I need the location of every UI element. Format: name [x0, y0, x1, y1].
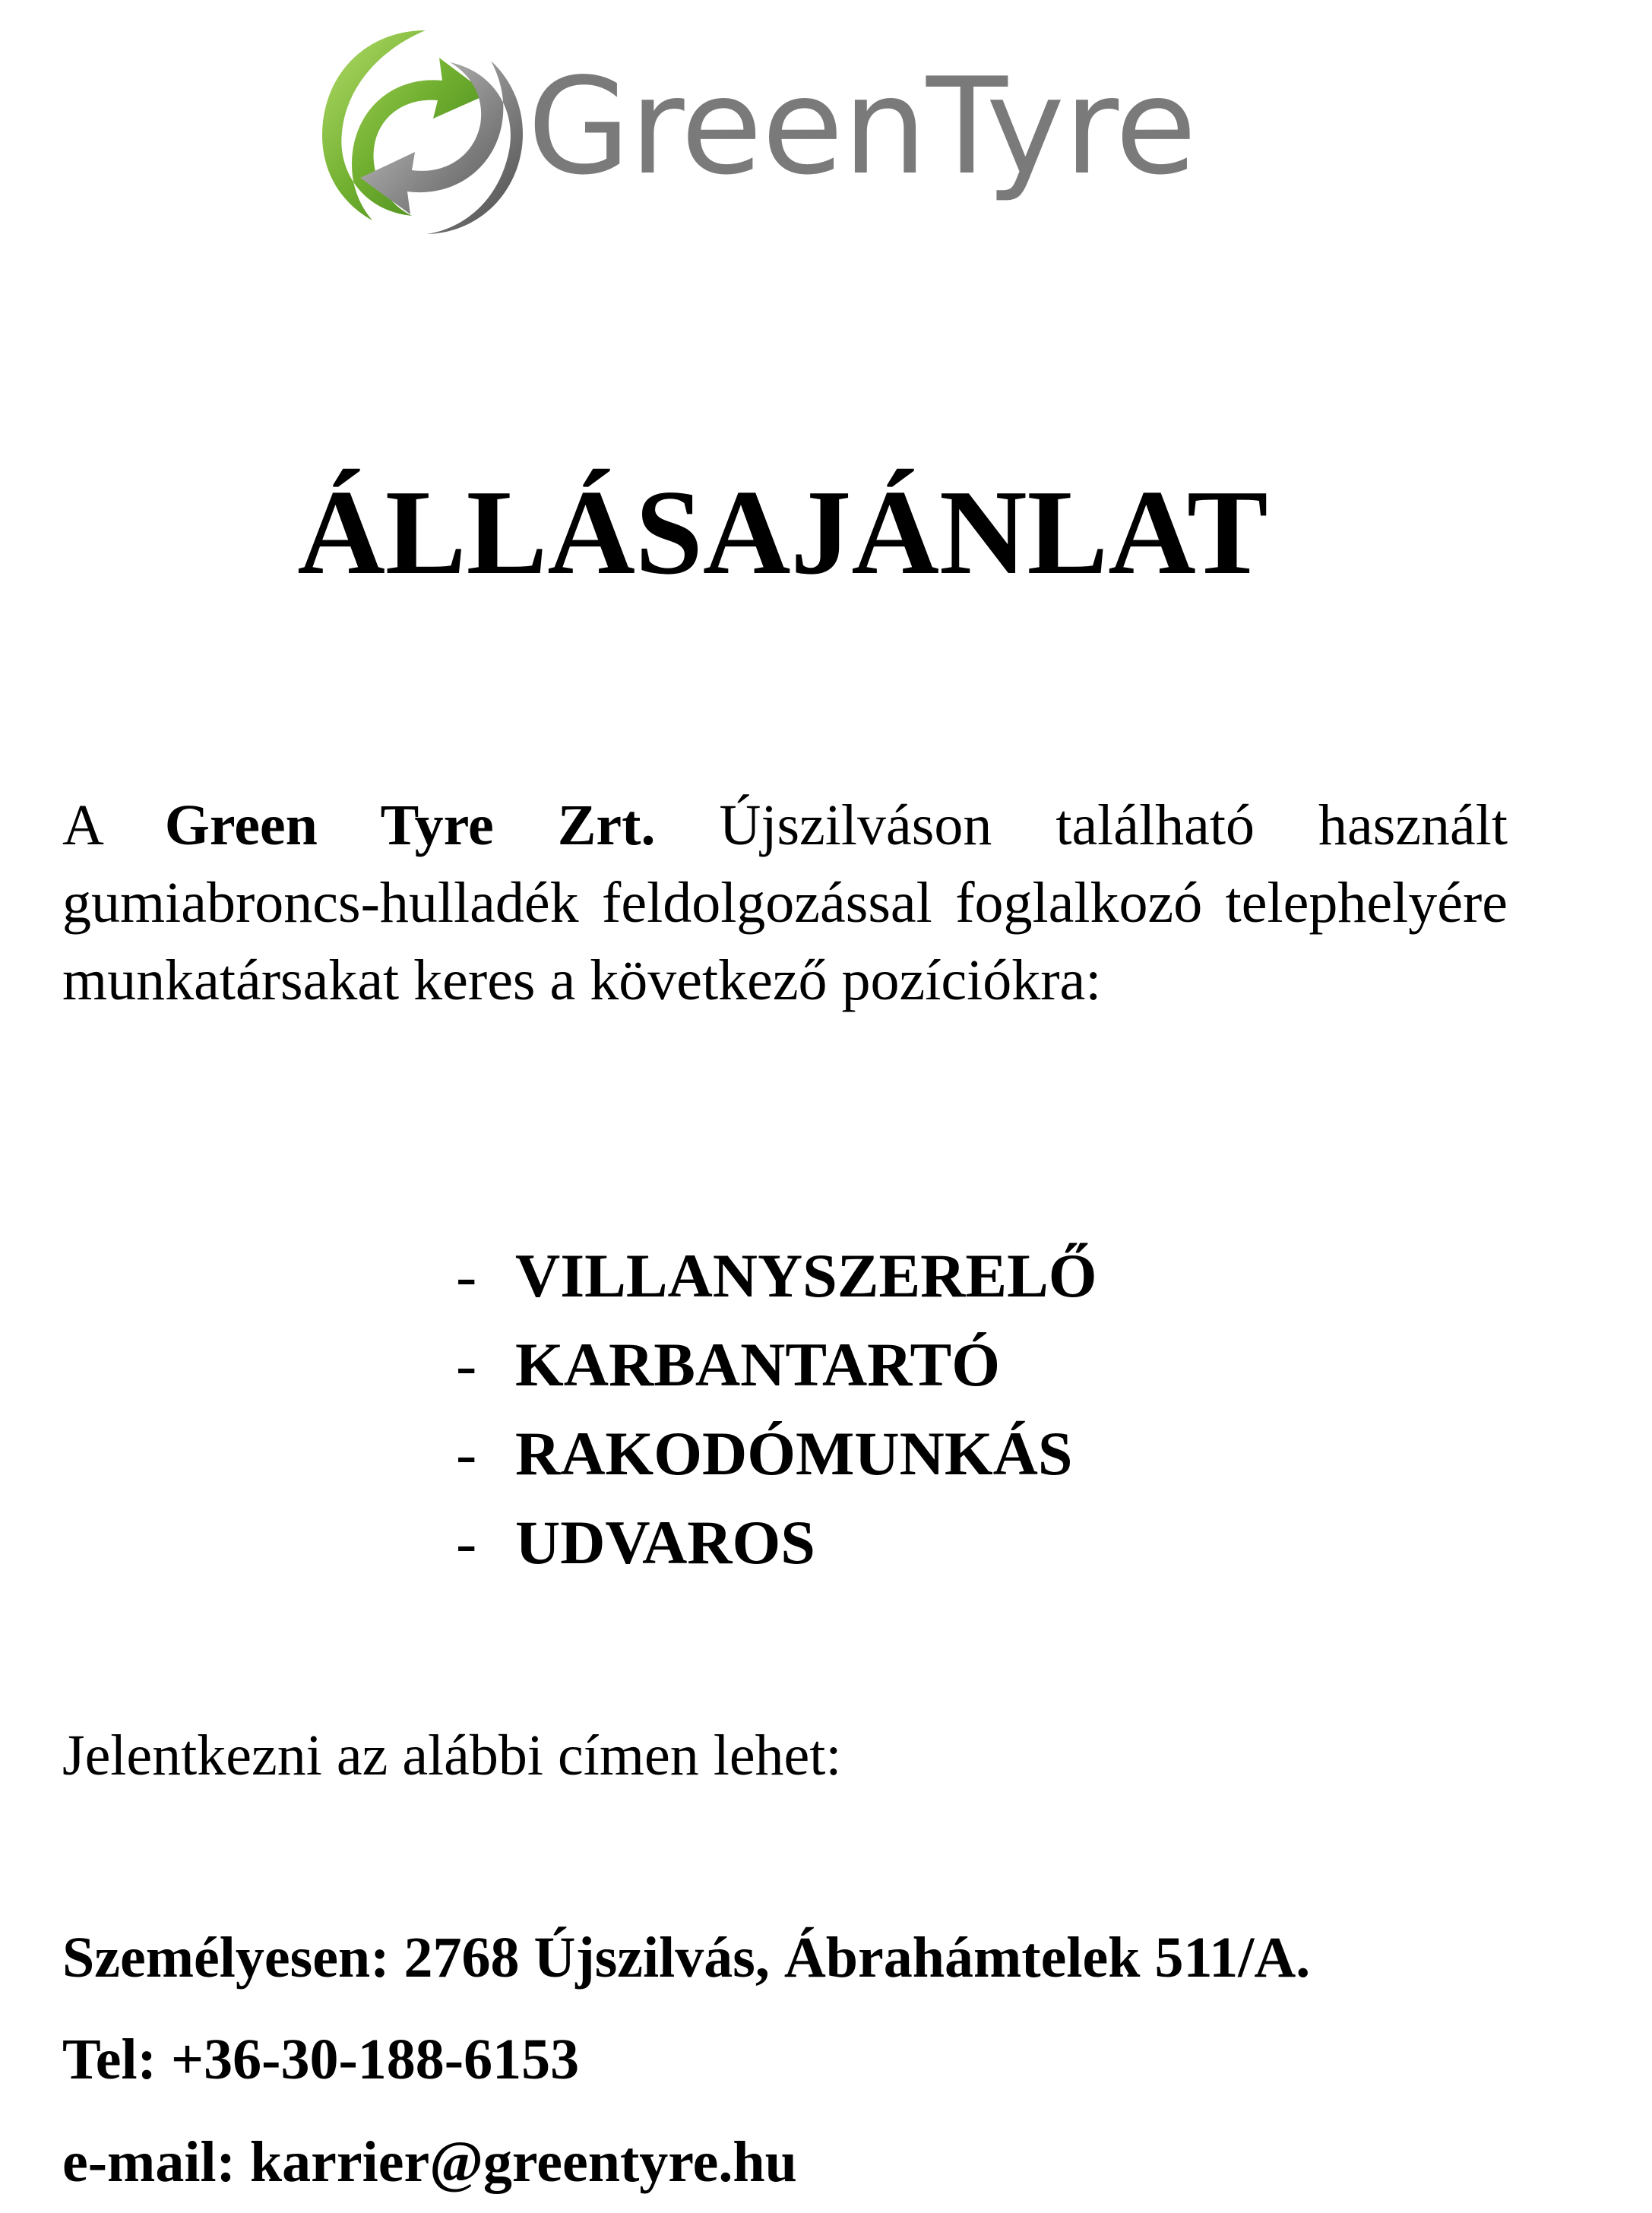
email-label: e-mail:: [62, 2130, 236, 2194]
apply-instruction: Jelentkezni az alábbi címen lehet:: [62, 1724, 842, 1787]
address-label: Személyesen:: [62, 1926, 390, 1990]
position-label: UDVAROS: [515, 1508, 815, 1577]
bullet-dash: -: [456, 1419, 477, 1488]
bullet-dash: -: [456, 1508, 477, 1577]
bullet-dash: -: [456, 1241, 477, 1310]
list-item: [456, 1498, 1097, 1587]
contact-email: [62, 2124, 797, 2200]
address-value: 2768 Újszilvás, Ábrahámtelek 511/A.: [404, 1926, 1311, 1990]
list-item: [456, 1231, 1097, 1320]
intro-rest: Újszilváson található használt gumiabroncs-hulladék feldolgozással foglalkozó telephelyére munkatársakat keres a következő pozíciókra:: [62, 793, 1508, 1012]
phone-label: Tel:: [62, 2028, 157, 2091]
position-label: RAKODÓMUNKÁS: [515, 1419, 1073, 1488]
list-item: [456, 1409, 1097, 1498]
contact-phone: [62, 2021, 579, 2097]
contact-address: [62, 1920, 1310, 1996]
bullet-dash: -: [456, 1330, 477, 1399]
page-title: ÁLLÁSAJÁNLAT: [297, 464, 1268, 600]
list-item: [456, 1320, 1097, 1409]
company-name: Green Tyre Zrt.: [164, 793, 656, 857]
green-tyre-recycle-logo-icon: [312, 21, 532, 242]
position-label: VILLANYSZERELŐ: [515, 1241, 1097, 1310]
intro-lead: A: [62, 793, 101, 857]
email-value: karrier@greentyre.hu: [249, 2130, 797, 2194]
phone-value: +36-30-188-6153: [170, 2028, 580, 2091]
positions-list: [456, 1231, 1097, 1587]
company-logo: [312, 21, 1284, 242]
position-label: KARBANTARTÓ: [515, 1330, 1000, 1399]
intro-paragraph: [62, 787, 1508, 1019]
logo-wordmark: GreenTyre: [527, 50, 1196, 204]
